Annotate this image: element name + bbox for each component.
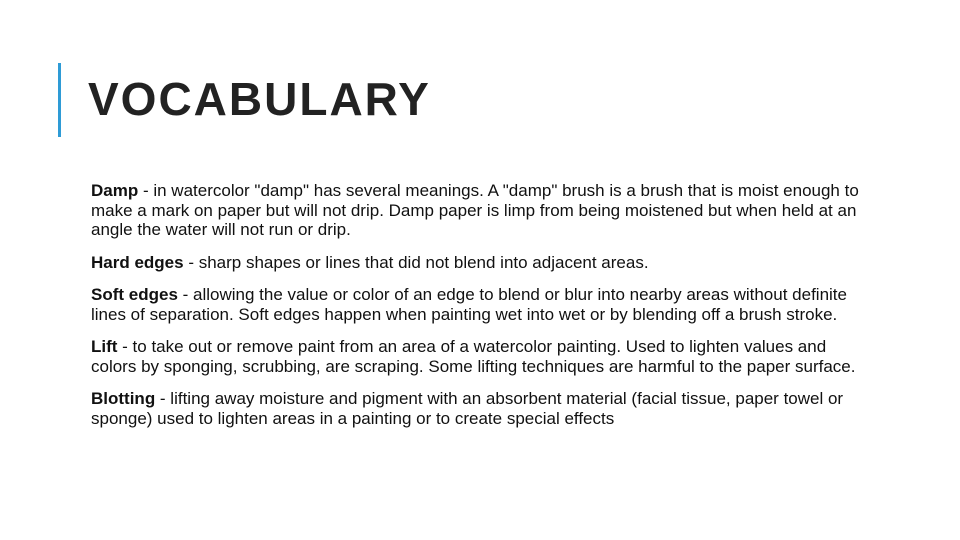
term-damp bbox=[91, 181, 861, 240]
term-word: Hard edges bbox=[91, 252, 184, 272]
term-hard-edges bbox=[91, 253, 861, 273]
term-word: Blotting bbox=[91, 389, 156, 408]
term-soft-edges bbox=[91, 285, 861, 324]
term-blotting bbox=[91, 389, 861, 428]
term-word: Damp bbox=[91, 181, 139, 200]
vocabulary-list bbox=[91, 181, 861, 441]
term-definition: - in watercolor "damp" has several meanings. A "damp" brush is a brush that is moist enough to make a mark on paper but will not drip. Damp paper is limp from being moistened but when held at an angle the water will not run or drip. bbox=[91, 181, 859, 239]
slide-title: VOCABULARY bbox=[88, 73, 431, 125]
term-word: Soft edges bbox=[91, 285, 178, 304]
term-definition: - sharp shapes or lines that did not blend into adjacent areas. bbox=[183, 252, 649, 272]
term-definition: - allowing the value or color of an edge to blend or blur into nearby areas without definite lines of separation. Soft edges happen when painting wet into wet or by blending off a brush stroke. bbox=[91, 285, 847, 324]
term-definition: - to take out or remove paint from an area of a watercolor painting. Used to lighten values and colors by sponging, scrubbing, are scraping. Some lifting techniques are harmful to the paper surface. bbox=[91, 337, 856, 376]
term-definition: - lifting away moisture and pigment with an absorbent material (facial tissue, paper towel or sponge) used to lighten areas in a painting or to create special effects bbox=[91, 389, 844, 428]
term-word: Lift bbox=[91, 337, 118, 356]
term-lift bbox=[91, 337, 861, 376]
title-accent-bar bbox=[58, 63, 61, 137]
